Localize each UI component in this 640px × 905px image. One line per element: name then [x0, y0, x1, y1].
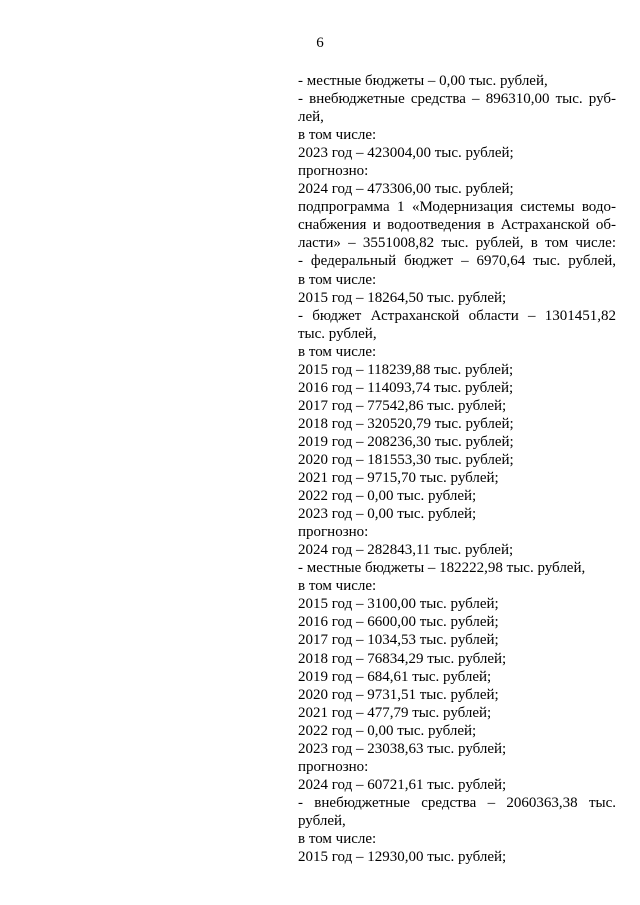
text-line: подпрограмма 1 «Модернизация системы водо-	[298, 199, 616, 216]
text-line: - внебюджетные средства – 896310,00 тыс. руб-	[298, 91, 616, 108]
text-line: 2019 год – 684,61 тыс. рублей;	[298, 668, 492, 685]
text-line: 2024 год – 473306,00 тыс. рублей;	[298, 181, 514, 198]
text-line: 2018 год – 320520,79 тыс. рублей;	[298, 415, 514, 432]
text-line: 2021 год – 477,79 тыс. рублей;	[298, 704, 492, 721]
text-line: - внебюджетные средства – 2060363,38 тыс.	[298, 794, 616, 811]
text-line: прогнозно:	[298, 524, 369, 541]
text-line: 2024 год – 60721,61 тыс. рублей;	[298, 776, 507, 793]
text-line: - федеральный бюджет – 6970,64 тыс. рублей,	[298, 253, 616, 270]
text-line: - бюджет Астраханской области – 1301451,82	[298, 307, 616, 324]
text-line: 2015 год – 118239,88 тыс. рублей;	[298, 361, 514, 378]
text-line: 2015 год – 12930,00 тыс. рублей;	[298, 849, 507, 866]
text-line: - местные бюджеты – 0,00 тыс. рублей,	[298, 73, 548, 89]
text-line: прогнозно:	[298, 163, 369, 180]
text-line: ласти» – 3551008,82 тыс. рублей, в том числе:	[298, 235, 616, 252]
text-line: 2020 год – 181553,30 тыс. рублей;	[298, 451, 514, 468]
text-line: снабжения и водоотведения в Астраханской об-	[298, 217, 616, 234]
text-line: 2022 год – 0,00 тыс. рублей;	[298, 488, 477, 505]
text-line: тыс. рублей,	[298, 325, 377, 342]
text-line: лей,	[298, 109, 324, 126]
text-line: 2021 год – 9715,70 тыс. рублей;	[298, 470, 499, 487]
text-line: 2018 год – 76834,29 тыс. рублей;	[298, 650, 507, 667]
text-line: 2022 год – 0,00 тыс. рублей;	[298, 722, 477, 739]
text-line: 2023 год – 423004,00 тыс. рублей;	[298, 145, 514, 162]
text-line: 2023 год – 0,00 тыс. рублей;	[298, 506, 477, 523]
text-line: 2020 год – 9731,51 тыс. рублей;	[298, 686, 499, 703]
text-line: 2019 год – 208236,30 тыс. рублей;	[298, 433, 514, 450]
text-line: 2016 год – 6600,00 тыс. рублей;	[298, 614, 499, 631]
text-line: 2015 год – 18264,50 тыс. рублей;	[298, 289, 507, 306]
text-line: 2017 год – 77542,86 тыс. рублей;	[298, 397, 507, 414]
document-body	[298, 72, 616, 866]
text-line: в том числе:	[298, 578, 377, 595]
text-line: 2023 год – 23038,63 тыс. рублей;	[298, 740, 507, 757]
text-line: 2015 год – 3100,00 тыс. рублей;	[298, 596, 499, 613]
text-line: в том числе:	[298, 127, 377, 144]
text-line: рублей,	[298, 812, 346, 829]
text-line: - местные бюджеты – 182222,98 тыс. рублей,	[298, 560, 586, 577]
text-line: в том числе:	[298, 830, 377, 847]
page-number: 6	[316, 35, 324, 51]
text-line: 2024 год – 282843,11 тыс. рублей;	[298, 542, 514, 559]
text-line: 2017 год – 1034,53 тыс. рублей;	[298, 632, 499, 649]
text-line: в том числе:	[298, 271, 377, 288]
text-line: прогнозно:	[298, 758, 369, 775]
text-line: в том числе:	[298, 343, 377, 360]
text-line: 2016 год – 114093,74 тыс. рублей;	[298, 379, 514, 396]
